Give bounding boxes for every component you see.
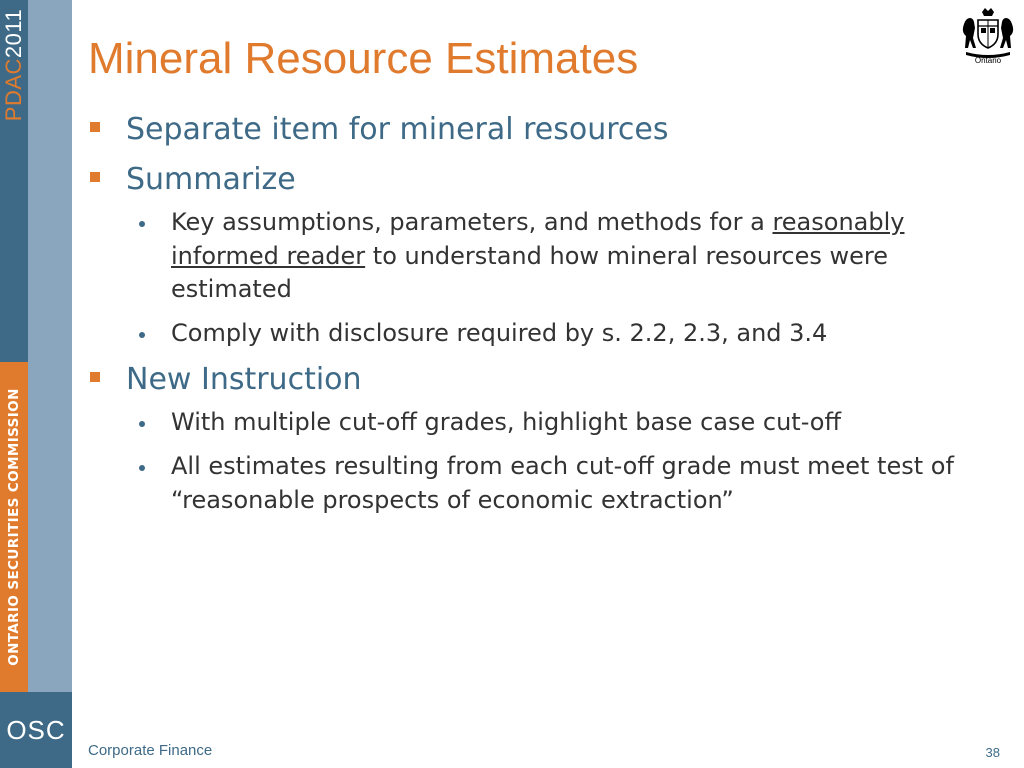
pdac-label-part1: PDAC (1, 58, 26, 122)
sub-bullet-multiple-cutoff (88, 406, 988, 440)
bullet-item-new-instruction (88, 362, 988, 398)
sub-bullet-text: Comply with disclosure required by s. 2.2, 2.3, and 3.4 (171, 318, 828, 347)
round-bullet-icon (139, 421, 145, 427)
pdac-label-part2: 2011 (1, 8, 26, 59)
round-bullet-icon (139, 465, 145, 471)
sub-bullet-text-a: Key assumptions, parameters, and methods for a (171, 208, 773, 236)
bullet-text: Separate item for mineral resources (126, 112, 669, 147)
bullet-text: New Instruction (126, 362, 362, 398)
bullet-item-separate-item (88, 112, 988, 148)
square-bullet-icon (90, 172, 100, 182)
round-bullet-icon (139, 221, 145, 227)
square-bullet-icon (90, 372, 100, 382)
sub-bullet-underlined-text: reasonably informed reader (171, 208, 905, 270)
sub-bullet-text: With multiple cut-off grades, highlight base case cut-off (171, 408, 842, 437)
sidebar (0, 0, 72, 768)
bullet-item-summarize (88, 162, 988, 198)
sub-bullet-all-estimates (88, 450, 988, 517)
page-number: 38 (985, 745, 1000, 760)
sub-bullet-text-c: to understand how mineral resources were estimated (171, 241, 888, 304)
sidebar-light-band-mid (28, 362, 72, 692)
slide-title: Mineral Resource Estimates (88, 34, 639, 83)
crest-label: Ontario (974, 56, 1002, 65)
round-bullet-icon (139, 332, 145, 338)
sidebar-light-band (28, 0, 72, 362)
footer-section-label: Corporate Finance (88, 742, 213, 759)
square-bullet-icon (90, 122, 100, 132)
commission-name: ONTARIO SECURITIES COMMISSION (6, 388, 23, 666)
pdac-label (0, 0, 28, 130)
bullet-text: Summarize (126, 162, 296, 197)
sub-bullet-comply (88, 317, 988, 351)
slide-content (88, 112, 988, 517)
sub-bullet-key-assumptions (88, 206, 988, 307)
sub-bullet-text: All estimates resulting from each cut-off grade must meet test of “reasonable prospects of economic extraction” (171, 451, 954, 514)
commission-vertical-label (0, 362, 28, 692)
osc-logo: OSC (6, 714, 66, 745)
